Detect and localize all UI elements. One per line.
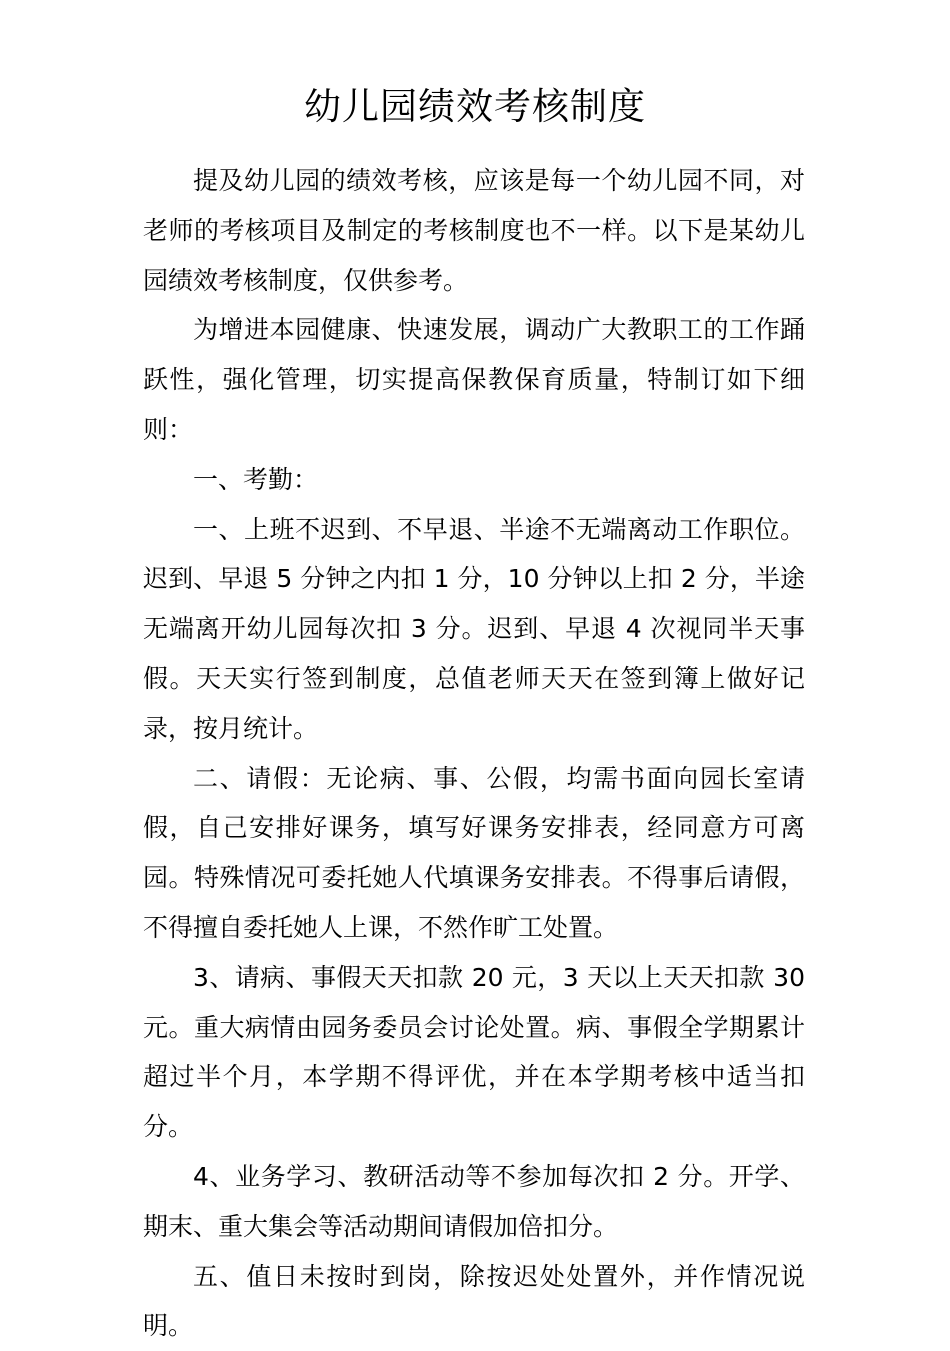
paragraph-rule-lateness: 一、上班不迟到、不早退、半途不无端离动工作职位。迟到、早退 5 分钟之内扣 1 分，10 分钟以上扣 2 分，半途无端离开幼儿园每次扣 3 分。迟到、早退 4 次视同半天事假。天天实行签到制度，总值老师天天在签到簿上做好记录，按月统计。 xyxy=(143,514,805,743)
paragraph-rule-leave: 二、请假：无论病、事、公假，均需书面向园长室请假，自己安排好课务，填写好课务安排表，经同意方可离园。特殊情况可委托她人代填课务安排表。不得事后请假，不得擅自委托她人上课，不然作旷工处置。 xyxy=(143,763,805,942)
paragraph-rule-sick-leave: 3、请病、事假天天扣款 20 元，3 天以上天天扣款 30 元。重大病情由园务委员会讨论处置。病、事假全学期累计超过半个月，本学期不得评优，并在本学期考核中适当扣分。 xyxy=(143,962,805,1142)
document-title: 幼儿园绩效考核制度 xyxy=(304,85,646,128)
paragraph-rule-study: 4、业务学习、教研活动等不参加每次扣 2 分。开学、期末、重大集会等活动期间请假加倍扣分。 xyxy=(143,1161,805,1241)
section-heading-attendance: 一、考勤： xyxy=(193,464,319,494)
paragraph-intro: 提及幼儿园的绩效考核，应该是每一个幼儿园不同，对老师的考核项目及制定的考核制度也不一样。以下是某幼儿园绩效考核制度，仅供参考。 xyxy=(143,166,805,295)
paragraph-purpose: 为增进本园健康、快速发展，调动广大教职工的工作踊跃性，强化管理，切实提高保教保育质量，特制订如下细则： xyxy=(143,315,805,444)
document-body xyxy=(143,156,805,1351)
paragraph-rule-duty: 五、值日未按时到岗，除按迟处处置外，并作情况说明。 xyxy=(143,1261,805,1341)
